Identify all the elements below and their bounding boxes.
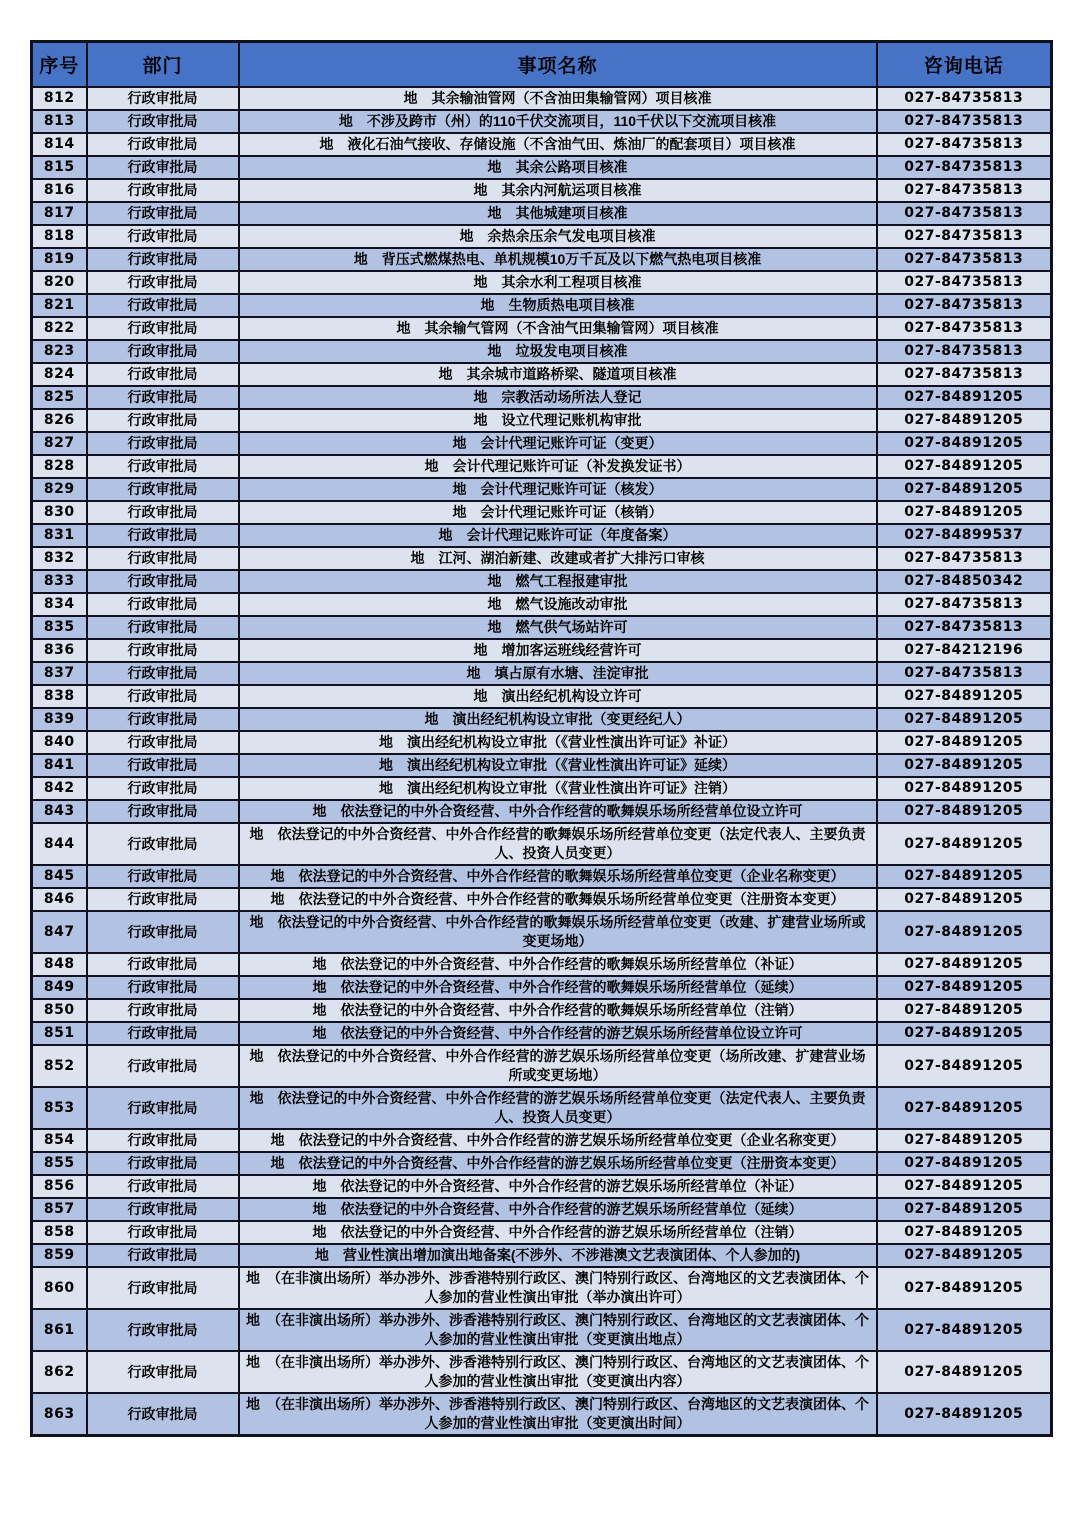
table-row	[32, 708, 1052, 731]
table-row	[32, 823, 1052, 865]
cell-department: 行政审批局	[87, 202, 239, 225]
cell-department: 行政审批局	[87, 1198, 239, 1221]
table-row	[32, 455, 1052, 478]
table-row	[32, 156, 1052, 179]
cell-item-name: 地 江河、湖泊新建、改建或者扩大排污口审核	[239, 547, 877, 570]
cell-department: 行政审批局	[87, 570, 239, 593]
cell-serial-number: 839	[32, 708, 87, 731]
cell-item-name: 地 会计代理记账许可证（核销）	[239, 501, 877, 524]
cell-serial-number: 829	[32, 478, 87, 501]
cell-department: 行政审批局	[87, 363, 239, 386]
cell-phone-number: 027-84891205	[877, 823, 1052, 865]
cell-phone-number: 027-84212196	[877, 639, 1052, 662]
cell-item-name: 地 其余输油管网（不含油田集输管网）项目核准	[239, 87, 877, 110]
cell-item-name: 地 依法登记的中外合资经营、中外合作经营的歌舞娱乐场所经营单位变更（注册资本变更）	[239, 888, 877, 911]
cell-item-name: 地 燃气工程报建审批	[239, 570, 877, 593]
cell-phone-number: 027-84891205	[877, 386, 1052, 409]
cell-serial-number: 846	[32, 888, 87, 911]
cell-item-name: 地 依法登记的中外合资经营、中外合作经营的歌舞娱乐场所经营单位变更（企业名称变更）	[239, 865, 877, 888]
cell-phone-number: 027-84891205	[877, 1175, 1052, 1198]
cell-phone-number: 027-84735813	[877, 248, 1052, 271]
cell-serial-number: 836	[32, 639, 87, 662]
table-row	[32, 248, 1052, 271]
table-row	[32, 639, 1052, 662]
cell-item-name: 地 （在非演出场所）举办涉外、涉香港特别行政区、澳门特别行政区、台湾地区的文艺表演团体、个人参加的营业性演出审批（变更演出地点）	[239, 1309, 877, 1351]
cell-department: 行政审批局	[87, 639, 239, 662]
cell-item-name: 地 会计代理记账许可证（变更）	[239, 432, 877, 455]
column-header-serial: 序号	[32, 42, 87, 88]
cell-department: 行政审批局	[87, 340, 239, 363]
cell-phone-number: 027-84891205	[877, 865, 1052, 888]
cell-item-name: 地 会计代理记账许可证（补发换发证书）	[239, 455, 877, 478]
cell-item-name: 地 其余水利工程项目核准	[239, 271, 877, 294]
cell-phone-number: 027-84891205	[877, 478, 1052, 501]
cell-department: 行政审批局	[87, 1087, 239, 1129]
cell-phone-number: 027-84891205	[877, 1129, 1052, 1152]
cell-phone-number: 027-84891205	[877, 1045, 1052, 1087]
table-row	[32, 685, 1052, 708]
table-row	[32, 1152, 1052, 1175]
table-row	[32, 317, 1052, 340]
table-row	[32, 616, 1052, 639]
cell-department: 行政审批局	[87, 409, 239, 432]
cell-item-name: 地 燃气设施改动审批	[239, 593, 877, 616]
table-row	[32, 133, 1052, 156]
table-body	[32, 87, 1052, 1436]
cell-phone-number: 027-84891205	[877, 976, 1052, 999]
cell-serial-number: 813	[32, 110, 87, 133]
cell-serial-number: 833	[32, 570, 87, 593]
cell-item-name: 地 （在非演出场所）举办涉外、涉香港特别行政区、澳门特别行政区、台湾地区的文艺表演团体、个人参加的营业性演出审批（变更演出内容）	[239, 1351, 877, 1393]
table-row	[32, 1351, 1052, 1393]
table-row	[32, 1022, 1052, 1045]
table-row	[32, 547, 1052, 570]
table-row	[32, 202, 1052, 225]
cell-phone-number: 027-84850342	[877, 570, 1052, 593]
table-row	[32, 524, 1052, 547]
cell-phone-number: 027-84891205	[877, 1393, 1052, 1436]
cell-department: 行政审批局	[87, 87, 239, 110]
cell-serial-number: 819	[32, 248, 87, 271]
cell-item-name: 地 宗教活动场所法人登记	[239, 386, 877, 409]
cell-item-name: 地 会计代理记账许可证（核发）	[239, 478, 877, 501]
cell-phone-number: 027-84891205	[877, 754, 1052, 777]
cell-item-name: 地 垃圾发电项目核准	[239, 340, 877, 363]
cell-department: 行政审批局	[87, 800, 239, 823]
cell-department: 行政审批局	[87, 179, 239, 202]
cell-phone-number: 027-84891205	[877, 1087, 1052, 1129]
table-row	[32, 1393, 1052, 1436]
cell-department: 行政审批局	[87, 593, 239, 616]
cell-phone-number: 027-84891205	[877, 911, 1052, 953]
cell-item-name: 地 其余内河航运项目核准	[239, 179, 877, 202]
cell-item-name: 地 依法登记的中外合资经营、中外合作经营的游艺娱乐场所经营单位设立许可	[239, 1022, 877, 1045]
cell-serial-number: 825	[32, 386, 87, 409]
cell-department: 行政审批局	[87, 777, 239, 800]
cell-item-name: 地 其余城市道路桥梁、隧道项目核准	[239, 363, 877, 386]
cell-phone-number: 027-84891205	[877, 888, 1052, 911]
table-row	[32, 570, 1052, 593]
cell-serial-number: 822	[32, 317, 87, 340]
cell-serial-number: 844	[32, 823, 87, 865]
cell-phone-number: 027-84891205	[877, 1309, 1052, 1351]
cell-phone-number: 027-84735813	[877, 156, 1052, 179]
cell-item-name: 地 依法登记的中外合资经营、中外合作经营的游艺娱乐场所经营单位（注销）	[239, 1221, 877, 1244]
cell-department: 行政审批局	[87, 1267, 239, 1309]
cell-serial-number: 843	[32, 800, 87, 823]
cell-phone-number: 027-84891205	[877, 501, 1052, 524]
table-row	[32, 271, 1052, 294]
cell-serial-number: 837	[32, 662, 87, 685]
header-row	[32, 42, 1052, 88]
table-row	[32, 294, 1052, 317]
cell-serial-number: 849	[32, 976, 87, 999]
table-row	[32, 662, 1052, 685]
cell-item-name: 地 （在非演出场所）举办涉外、涉香港特别行政区、澳门特别行政区、台湾地区的文艺表演团体、个人参加的营业性演出审批（变更演出时间）	[239, 1393, 877, 1436]
cell-item-name: 地 生物质热电项目核准	[239, 294, 877, 317]
table-row	[32, 179, 1052, 202]
cell-serial-number: 842	[32, 777, 87, 800]
cell-serial-number: 859	[32, 1244, 87, 1267]
table-row	[32, 888, 1052, 911]
table-row	[32, 1045, 1052, 1087]
table-row	[32, 409, 1052, 432]
cell-item-name: 地 依法登记的中外合资经营、中外合作经营的游艺娱乐场所经营单位变更（企业名称变更）	[239, 1129, 877, 1152]
cell-department: 行政审批局	[87, 1351, 239, 1393]
cell-phone-number: 027-84891205	[877, 455, 1052, 478]
cell-item-name: 地 其他城建项目核准	[239, 202, 877, 225]
cell-phone-number: 027-84891205	[877, 1198, 1052, 1221]
table-row	[32, 1309, 1052, 1351]
cell-department: 行政审批局	[87, 685, 239, 708]
cell-item-name: 地 （在非演出场所）举办涉外、涉香港特别行政区、澳门特别行政区、台湾地区的文艺表演团体、个人参加的营业性演出审批（举办演出许可）	[239, 1267, 877, 1309]
cell-phone-number: 027-84899537	[877, 524, 1052, 547]
cell-phone-number: 027-84735813	[877, 340, 1052, 363]
table-row	[32, 976, 1052, 999]
cell-item-name: 地 依法登记的中外合资经营、中外合作经营的游艺娱乐场所经营单位变更（场所改建、扩建营业场所或变更场地）	[239, 1045, 877, 1087]
cell-department: 行政审批局	[87, 110, 239, 133]
cell-serial-number: 863	[32, 1393, 87, 1436]
cell-serial-number: 848	[32, 953, 87, 976]
cell-department: 行政审批局	[87, 865, 239, 888]
cell-department: 行政审批局	[87, 524, 239, 547]
table-row	[32, 432, 1052, 455]
cell-serial-number: 835	[32, 616, 87, 639]
cell-phone-number: 027-84735813	[877, 133, 1052, 156]
cell-item-name: 地 营业性演出增加演出地备案(不涉外、不涉港澳文艺表演团体、个人参加的)	[239, 1244, 877, 1267]
cell-phone-number: 027-84891205	[877, 1351, 1052, 1393]
cell-department: 行政审批局	[87, 953, 239, 976]
cell-item-name: 地 背压式燃煤热电、单机规模10万千瓦及以下燃气热电项目核准	[239, 248, 877, 271]
cell-item-name: 地 依法登记的中外合资经营、中外合作经营的游艺娱乐场所经营单位变更（法定代表人、主要负责人、投资人员变更）	[239, 1087, 877, 1129]
cell-serial-number: 857	[32, 1198, 87, 1221]
cell-phone-number: 027-84891205	[877, 1022, 1052, 1045]
table-row	[32, 1244, 1052, 1267]
cell-department: 行政审批局	[87, 432, 239, 455]
cell-item-name: 地 其余公路项目核准	[239, 156, 877, 179]
cell-phone-number: 027-84891205	[877, 953, 1052, 976]
table-row	[32, 911, 1052, 953]
cell-department: 行政审批局	[87, 294, 239, 317]
cell-phone-number: 027-84891205	[877, 999, 1052, 1022]
column-header-phone: 咨询电话	[877, 42, 1052, 88]
cell-serial-number: 858	[32, 1221, 87, 1244]
cell-phone-number: 027-84735813	[877, 547, 1052, 570]
table-row	[32, 1087, 1052, 1129]
cell-phone-number: 027-84735813	[877, 110, 1052, 133]
cell-department: 行政审批局	[87, 133, 239, 156]
cell-serial-number: 834	[32, 593, 87, 616]
cell-serial-number: 851	[32, 1022, 87, 1045]
cell-item-name: 地 依法登记的中外合资经营、中外合作经营的歌舞娱乐场所经营单位（补证）	[239, 953, 877, 976]
cell-department: 行政审批局	[87, 1129, 239, 1152]
cell-serial-number: 815	[32, 156, 87, 179]
cell-phone-number: 027-84891205	[877, 409, 1052, 432]
cell-phone-number: 027-84735813	[877, 87, 1052, 110]
cell-phone-number: 027-84891205	[877, 432, 1052, 455]
cell-department: 行政审批局	[87, 271, 239, 294]
cell-serial-number: 820	[32, 271, 87, 294]
cell-phone-number: 027-84735813	[877, 317, 1052, 340]
cell-department: 行政审批局	[87, 708, 239, 731]
cell-item-name: 地 演出经纪机构设立审批（《营业性演出许可证》延续）	[239, 754, 877, 777]
cell-serial-number: 832	[32, 547, 87, 570]
cell-serial-number: 814	[32, 133, 87, 156]
cell-item-name: 地 依法登记的中外合资经营、中外合作经营的游艺娱乐场所经营单位（补证）	[239, 1175, 877, 1198]
cell-department: 行政审批局	[87, 1393, 239, 1436]
cell-phone-number: 027-84735813	[877, 202, 1052, 225]
cell-department: 行政审批局	[87, 1221, 239, 1244]
cell-department: 行政审批局	[87, 1309, 239, 1351]
table-row	[32, 754, 1052, 777]
cell-item-name: 地 其余输气管网（不含油气田集输管网）项目核准	[239, 317, 877, 340]
cell-serial-number: 818	[32, 225, 87, 248]
table-row	[32, 800, 1052, 823]
cell-serial-number: 823	[32, 340, 87, 363]
cell-phone-number: 027-84891205	[877, 777, 1052, 800]
cell-item-name: 地 会计代理记账许可证（年度备案）	[239, 524, 877, 547]
table-row	[32, 386, 1052, 409]
cell-department: 行政审批局	[87, 478, 239, 501]
table-row	[32, 1221, 1052, 1244]
cell-item-name: 地 依法登记的中外合资经营、中外合作经营的歌舞娱乐场所经营单位变更（改建、扩建营业场所或变更场地）	[239, 911, 877, 953]
cell-department: 行政审批局	[87, 976, 239, 999]
cell-serial-number: 838	[32, 685, 87, 708]
cell-department: 行政审批局	[87, 1022, 239, 1045]
cell-department: 行政审批局	[87, 501, 239, 524]
cell-item-name: 地 演出经纪机构设立审批（《营业性演出许可证》注销）	[239, 777, 877, 800]
cell-department: 行政审批局	[87, 547, 239, 570]
cell-phone-number: 027-84891205	[877, 1152, 1052, 1175]
table-row	[32, 865, 1052, 888]
cell-serial-number: 855	[32, 1152, 87, 1175]
table-row	[32, 1129, 1052, 1152]
cell-phone-number: 027-84891205	[877, 685, 1052, 708]
cell-serial-number: 860	[32, 1267, 87, 1309]
cell-department: 行政审批局	[87, 823, 239, 865]
table-row	[32, 777, 1052, 800]
cell-serial-number: 850	[32, 999, 87, 1022]
cell-department: 行政审批局	[87, 455, 239, 478]
cell-serial-number: 841	[32, 754, 87, 777]
table-row	[32, 363, 1052, 386]
cell-department: 行政审批局	[87, 225, 239, 248]
cell-item-name: 地 不涉及跨市（州）的110千伏交流项目，110千伏以下交流项目核准	[239, 110, 877, 133]
table-row	[32, 593, 1052, 616]
table-header	[32, 42, 1052, 88]
cell-department: 行政审批局	[87, 1152, 239, 1175]
column-header-item-name: 事项名称	[239, 42, 877, 88]
table-row	[32, 1198, 1052, 1221]
table-row	[32, 87, 1052, 110]
table-row	[32, 1267, 1052, 1309]
cell-serial-number: 845	[32, 865, 87, 888]
cell-serial-number: 853	[32, 1087, 87, 1129]
cell-phone-number: 027-84891205	[877, 800, 1052, 823]
cell-department: 行政审批局	[87, 386, 239, 409]
table-row	[32, 731, 1052, 754]
cell-item-name: 地 依法登记的中外合资经营、中外合作经营的歌舞娱乐场所经营单位变更（法定代表人、主要负责人、投资人员变更）	[239, 823, 877, 865]
table-row	[32, 999, 1052, 1022]
cell-phone-number: 027-84891205	[877, 708, 1052, 731]
cell-serial-number: 830	[32, 501, 87, 524]
cell-phone-number: 027-84735813	[877, 271, 1052, 294]
cell-serial-number: 827	[32, 432, 87, 455]
cell-item-name: 地 余热余压余气发电项目核准	[239, 225, 877, 248]
cell-phone-number: 027-84891205	[877, 1221, 1052, 1244]
cell-serial-number: 812	[32, 87, 87, 110]
cell-phone-number: 027-84891205	[877, 731, 1052, 754]
column-header-department: 部门	[87, 42, 239, 88]
cell-item-name: 地 依法登记的中外合资经营、中外合作经营的歌舞娱乐场所经营单位（延续）	[239, 976, 877, 999]
cell-item-name: 地 演出经纪机构设立许可	[239, 685, 877, 708]
cell-item-name: 地 演出经纪机构设立审批（变更经纪人）	[239, 708, 877, 731]
cell-item-name: 地 增加客运班线经营许可	[239, 639, 877, 662]
cell-item-name: 地 依法登记的中外合资经营、中外合作经营的歌舞娱乐场所经营单位（注销）	[239, 999, 877, 1022]
cell-serial-number: 821	[32, 294, 87, 317]
table-row	[32, 1175, 1052, 1198]
cell-serial-number: 817	[32, 202, 87, 225]
cell-phone-number: 027-84735813	[877, 294, 1052, 317]
table-row	[32, 225, 1052, 248]
cell-phone-number: 027-84735813	[877, 225, 1052, 248]
cell-serial-number: 824	[32, 363, 87, 386]
table-row	[32, 953, 1052, 976]
cell-phone-number: 027-84735813	[877, 593, 1052, 616]
cell-department: 行政审批局	[87, 156, 239, 179]
cell-department: 行政审批局	[87, 1045, 239, 1087]
cell-item-name: 地 依法登记的中外合资经营、中外合作经营的游艺娱乐场所经营单位（延续）	[239, 1198, 877, 1221]
cell-serial-number: 826	[32, 409, 87, 432]
cell-phone-number: 027-84891205	[877, 1267, 1052, 1309]
cell-phone-number: 027-84735813	[877, 616, 1052, 639]
cell-item-name: 地 填占原有水塘、洼淀审批	[239, 662, 877, 685]
cell-serial-number: 831	[32, 524, 87, 547]
cell-serial-number: 854	[32, 1129, 87, 1152]
cell-phone-number: 027-84735813	[877, 363, 1052, 386]
table-row	[32, 110, 1052, 133]
cell-serial-number: 847	[32, 911, 87, 953]
cell-department: 行政审批局	[87, 1175, 239, 1198]
cell-department: 行政审批局	[87, 999, 239, 1022]
cell-item-name: 地 演出经纪机构设立审批（《营业性演出许可证》补证）	[239, 731, 877, 754]
cell-serial-number: 828	[32, 455, 87, 478]
cell-item-name: 地 燃气供气场站许可	[239, 616, 877, 639]
cell-department: 行政审批局	[87, 662, 239, 685]
table-container	[30, 40, 1050, 1437]
cell-item-name: 地 依法登记的中外合资经营、中外合作经营的歌舞娱乐场所经营单位设立许可	[239, 800, 877, 823]
cell-department: 行政审批局	[87, 317, 239, 340]
cell-department: 行政审批局	[87, 911, 239, 953]
cell-department: 行政审批局	[87, 731, 239, 754]
cell-serial-number: 862	[32, 1351, 87, 1393]
table-row	[32, 501, 1052, 524]
cell-serial-number: 840	[32, 731, 87, 754]
cell-serial-number: 816	[32, 179, 87, 202]
cell-department: 行政审批局	[87, 248, 239, 271]
cell-phone-number: 027-84891205	[877, 1244, 1052, 1267]
cell-item-name: 地 设立代理记账机构审批	[239, 409, 877, 432]
table-row	[32, 340, 1052, 363]
cell-item-name: 地 依法登记的中外合资经营、中外合作经营的游艺娱乐场所经营单位变更（注册资本变更）	[239, 1152, 877, 1175]
cell-serial-number: 852	[32, 1045, 87, 1087]
cell-phone-number: 027-84735813	[877, 179, 1052, 202]
cell-department: 行政审批局	[87, 754, 239, 777]
cell-item-name: 地 液化石油气接收、存储设施（不含油气田、炼油厂的配套项目）项目核准	[239, 133, 877, 156]
cell-department: 行政审批局	[87, 888, 239, 911]
cell-phone-number: 027-84735813	[877, 662, 1052, 685]
cell-serial-number: 856	[32, 1175, 87, 1198]
cell-department: 行政审批局	[87, 1244, 239, 1267]
cell-serial-number: 861	[32, 1309, 87, 1351]
table-row	[32, 478, 1052, 501]
approval-items-table	[30, 40, 1053, 1437]
cell-department: 行政审批局	[87, 616, 239, 639]
